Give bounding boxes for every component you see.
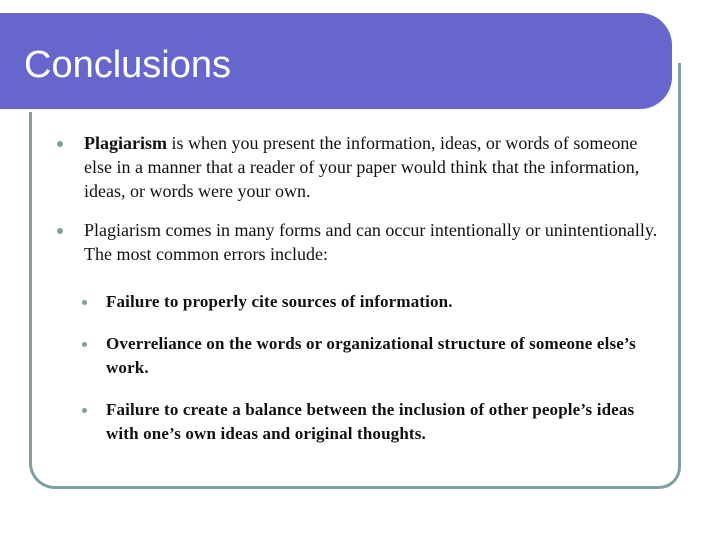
sub-bullet-item xyxy=(54,398,646,446)
bullet-text: Plagiarism comes in many forms and can occur intentionally or unintentionally. The most common errors include: xyxy=(84,220,658,264)
sub-bullet-dot-icon xyxy=(82,408,87,413)
sub-bullet-item xyxy=(54,290,646,314)
bullet-item xyxy=(54,131,664,203)
slide-content xyxy=(54,131,664,464)
sub-bullet-text: Failure to properly cite sources of information. xyxy=(106,292,453,311)
bullet-bold-lead: Plagiarism xyxy=(84,133,167,153)
bullet-item xyxy=(54,218,664,266)
bullet-text: is when you present the information, ideas, or words of someone else in a manner that a reader of your paper would think that the information, ideas, or words were your own. xyxy=(84,133,640,201)
sub-bullet-text: Overreliance on the words or organizational structure of someone else’s work. xyxy=(106,334,636,377)
title-underline xyxy=(0,109,636,112)
title-bar xyxy=(0,13,672,109)
sub-bullet-text: Failure to create a balance between the inclusion of other people’s ideas with one’s own ideas and original thoughts. xyxy=(106,400,635,443)
sub-bullet-list xyxy=(54,290,664,446)
slide-title: Conclusions xyxy=(24,44,231,86)
sub-bullet-item xyxy=(54,332,646,380)
sub-bullet-dot-icon xyxy=(82,300,87,305)
bullet-dot-icon xyxy=(57,228,63,234)
sub-bullet-dot-icon xyxy=(82,342,87,347)
bullet-dot-icon xyxy=(57,141,63,147)
